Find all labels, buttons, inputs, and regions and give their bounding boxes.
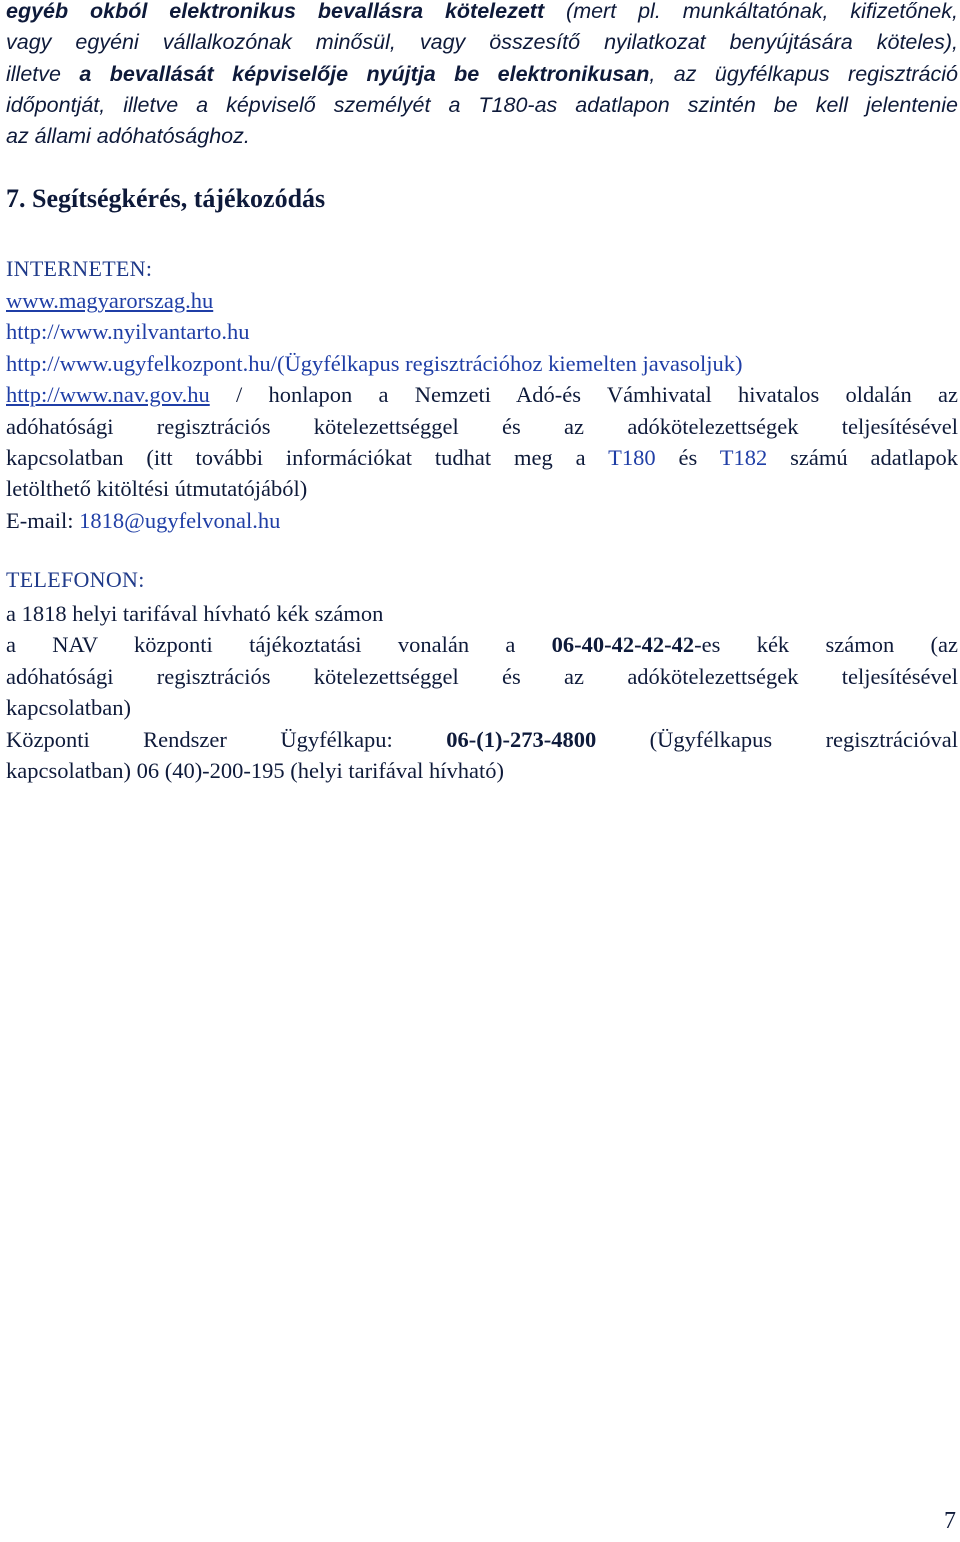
intro-line-4: időpontját, illetve a képviselő személyét a T180-as adatlapon szintén be kell jelentenie — [6, 92, 958, 117]
nav-text-1: / honlapon a Nemzeti Adó-és Vámhivatal hivatalos oldalán az — [209, 382, 958, 408]
intro-line-5: az állami adóhatósághoz. — [6, 124, 250, 149]
email-label: E-mail: — [6, 507, 80, 533]
internet-block — [6, 285, 958, 536]
phone-block — [6, 598, 958, 786]
phone-line-1: a 1818 helyi tarifával hívható kék számon — [6, 601, 384, 626]
intro-line-2: vagy egyéni vállalkozónak minősül, vagy összesítő nyilatkozat benyújtására köteles), — [6, 30, 958, 55]
phone-text-2b: -es kék számon (az — [694, 632, 958, 658]
phone-label: TELEFONON: — [6, 567, 145, 592]
phone-line-6: kapcsolatban) 06 (40)-200-195 (helyi tarifával hívható) — [6, 758, 504, 784]
intro-line-1 — [6, 0, 958, 27]
nav-text-3b: számú adatlapok — [767, 445, 958, 471]
phone-text-2a: a NAV központi tájékoztatási vonalán a — [6, 632, 552, 658]
t182-link[interactable]: T182 — [719, 445, 768, 471]
intro-bold-3: a bevallását képviselője nyújtja be elektronikusan — [79, 61, 650, 86]
email-link[interactable]: 1818@ugyfelvonal.hu — [79, 507, 281, 533]
section-heading: 7. Segítségkérés, tájékozódás — [6, 184, 326, 213]
internet-label: INTERNETEN: — [6, 256, 153, 281]
intro-text-1: (mert pl. munkáltatónak, kifizetőnek, — [544, 0, 958, 23]
intro-bold-1: egyéb okból elektronikus bevallásra kötelezett — [6, 0, 545, 23]
phone-text-5a: Központi Rendszer Ügyfélkapu: — [6, 726, 447, 752]
nav-text-and: és — [655, 445, 720, 471]
phone-line-3: adóhatósági regisztrációs kötelezettséggel és az adókötelezettségek teljesítésével — [6, 663, 958, 689]
ugyfelkapu-phone-number: 06-(1)-273-4800 — [446, 726, 597, 752]
nav-text-3a: kapcsolatban (itt további információkat tudhat meg a — [6, 445, 609, 471]
nav-text-4: letölthető kitöltési útmutatójából) — [6, 476, 308, 502]
nav-text-2: adóhatósági regisztrációs kötelezettséggel és az adókötelezettségek teljesítésével — [6, 413, 958, 439]
nav-link[interactable]: http://www.nav.gov.hu — [6, 382, 210, 408]
intro-text-3a: illetve — [6, 61, 80, 86]
phone-text-5b: (Ügyfélkapus regisztrációval — [596, 726, 958, 752]
intro-line-3 — [6, 59, 958, 90]
page-number: 7 — [944, 1508, 956, 1534]
nyilvantarto-link[interactable]: http://www.nyilvantarto.hu — [6, 319, 250, 345]
intro-text-3c: , az ügyfélkapus regisztráció — [649, 61, 958, 86]
nav-phone-number: 06-40-42-42-42 — [551, 632, 695, 658]
t180-link[interactable]: T180 — [608, 445, 656, 471]
phone-line-4: kapcsolatban) — [6, 695, 131, 721]
magyarorszag-link[interactable]: www.magyarorszag.hu — [6, 288, 214, 313]
ugyfelkozpont-note: /(Ügyfélkapus regisztrációhoz kiemelten javasoljuk) — [270, 350, 743, 376]
ugyfelkozpont-link[interactable]: http://www.ugyfelkozpont.hu — [6, 350, 271, 376]
intro-paragraph — [6, 0, 958, 152]
